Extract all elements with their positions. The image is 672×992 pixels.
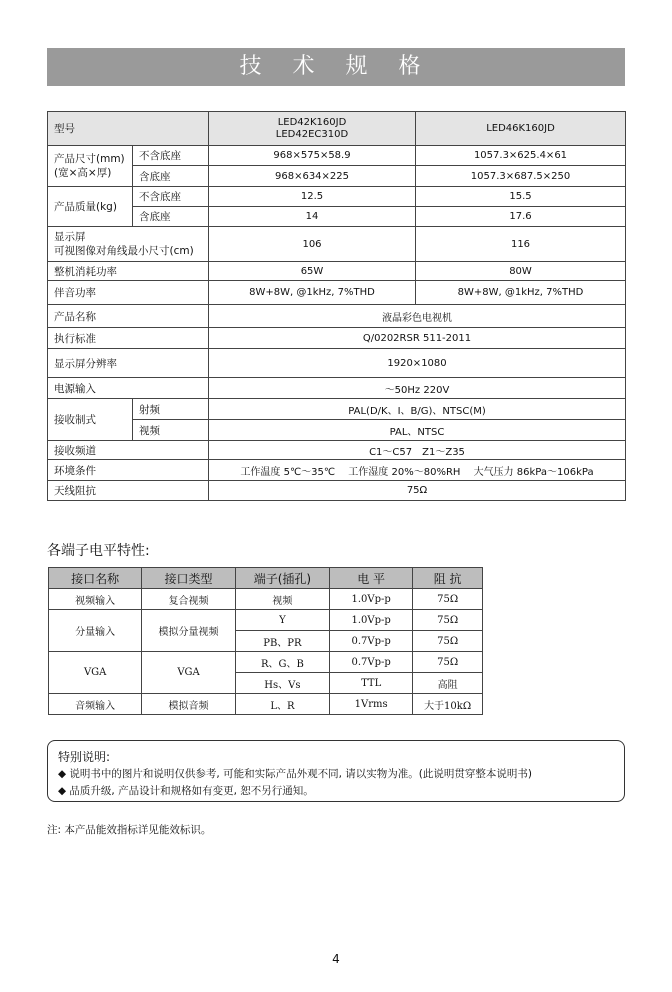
cell: 80W [416,262,626,281]
spec-table [47,111,626,501]
cell: 分量输入 [49,610,142,652]
table-row [48,378,626,399]
cell: 1920×1080 [209,349,626,378]
environment-label: 环境条件 [48,460,209,481]
cell: 75Ω [413,652,483,673]
cell: VGA [49,652,142,694]
cell: L、R [235,694,329,715]
name-label: 产品名称 [48,305,209,328]
table-row [48,112,626,146]
cell: 1057.3×625.4×61 [416,146,626,166]
cell: 高阻 [413,673,483,694]
cell: 大于10kΩ [413,694,483,715]
cell: Q/0202RSR 511-2011 [209,328,626,349]
model-col1: LED42K160JD LED42EC310D [209,112,416,146]
table-row [48,187,626,207]
page-title: 技 术 规 格 [47,48,625,86]
header-cell: 接口名称 [49,568,142,589]
display-label: 显示屏 可视图像对角线最小尺寸(cm) [48,227,209,262]
cell: 1.0Vp-p [330,589,413,610]
weight-label: 产品质量(kg) [48,187,133,227]
cell: 音频输入 [49,694,142,715]
size-no-stand-label: 不含底座 [133,146,209,166]
table-row [48,349,626,378]
table-row [48,399,626,420]
cell: 0.7Vp-p [330,652,413,673]
weight-no-stand-label: 不含底座 [133,187,209,207]
note-item: ◆ 品质升级, 产品设计和规格如有变更, 恕不另行通知。 [58,785,314,797]
standard-label: 执行标准 [48,328,209,349]
power-label: 整机消耗功率 [48,262,209,281]
cell: 17.6 [416,207,626,227]
cell: 75Ω [413,631,483,652]
footnote: 注: 本产品能效指标详见能效标识。 [47,824,212,836]
cell: C1～C57 Z1～Z35 [209,441,626,460]
cell: 1.0Vp-p [330,610,413,631]
cell: 968×634×225 [209,166,416,187]
cell: R、G、B [235,652,329,673]
cell: 视频输入 [49,589,142,610]
video-label: 视频 [133,420,209,441]
cell: 1057.3×687.5×250 [416,166,626,187]
table-row [48,441,626,460]
table-row [48,305,626,328]
size-label: 产品尺寸(mm) (宽×高×厚) [48,146,133,187]
cell: 1Vrms [330,694,413,715]
cell: PAL(D/K、I、B/G)、NTSC(M) [209,399,626,420]
cell: 复合视频 [142,589,235,610]
header-cell: 阻 抗 [413,568,483,589]
notes-title: 特别说明: [58,750,111,764]
table-row [49,694,483,715]
table-row [48,281,626,305]
cell: 106 [209,227,416,262]
weight-stand-label: 含底座 [133,207,209,227]
size-stand-label: 含底座 [133,166,209,187]
resolution-label: 显示屏分辨率 [48,349,209,378]
table-row [48,166,626,187]
special-notes [47,740,625,802]
header-cell: 端子(插孔) [235,568,329,589]
cell: 15.5 [416,187,626,207]
table-row [49,589,483,610]
model-col2: LED46K160JD [416,112,626,146]
cell: 12.5 [209,187,416,207]
page-number: 4 [332,952,340,966]
cell: TTL [330,673,413,694]
model-label: 型号 [48,112,209,146]
table-row [48,262,626,281]
cell: 工作温度 5℃～35℃ 工作湿度 20%～80%RH 大气压力 86kPa～106kPa [209,460,626,481]
header-cell: 接口类型 [142,568,235,589]
table-row [48,481,626,501]
rf-label: 射频 [133,399,209,420]
cell: 模拟分量视频 [142,610,235,652]
cell: Y [235,610,329,631]
cell: 75Ω [413,589,483,610]
cell: 视频 [235,589,329,610]
cell: 8W+8W, @1kHz, 7%THD [416,281,626,305]
channel-label: 接收频道 [48,441,209,460]
table-header-row [49,568,483,589]
table-row [49,610,483,631]
table-row [48,460,626,481]
table-row [48,227,626,262]
header-cell: 电 平 [330,568,413,589]
receive-label: 接收制式 [48,399,133,441]
cell: 65W [209,262,416,281]
table-row [48,207,626,227]
cell: Hs、Vs [235,673,329,694]
cell: 8W+8W, @1kHz, 7%THD [209,281,416,305]
cell: 液晶彩色电视机 [209,305,626,328]
cell: 75Ω [209,481,626,501]
note-item: ◆ 说明书中的图片和说明仅供参考, 可能和实际产品外观不同, 请以实物为准。(此说明贯穿整本说明书) [58,768,532,780]
table-row [48,146,626,166]
cell: 968×575×58.9 [209,146,416,166]
cell: PB、PR [235,631,329,652]
cell: VGA [142,652,235,694]
power-input-label: 电源输入 [48,378,209,399]
cell: 0.7Vp-p [330,631,413,652]
terminal-table [48,567,483,715]
cell: 75Ω [413,610,483,631]
table-row [49,652,483,673]
terminal-title: 各端子电平特性: [47,543,150,559]
audio-label: 伴音功率 [48,281,209,305]
cell: 116 [416,227,626,262]
cell: PAL、NTSC [209,420,626,441]
table-row [48,420,626,441]
antenna-label: 天线阻抗 [48,481,209,501]
cell: 14 [209,207,416,227]
cell: 模拟音频 [142,694,235,715]
cell: ～50Hz 220V [209,378,626,399]
table-row [48,328,626,349]
